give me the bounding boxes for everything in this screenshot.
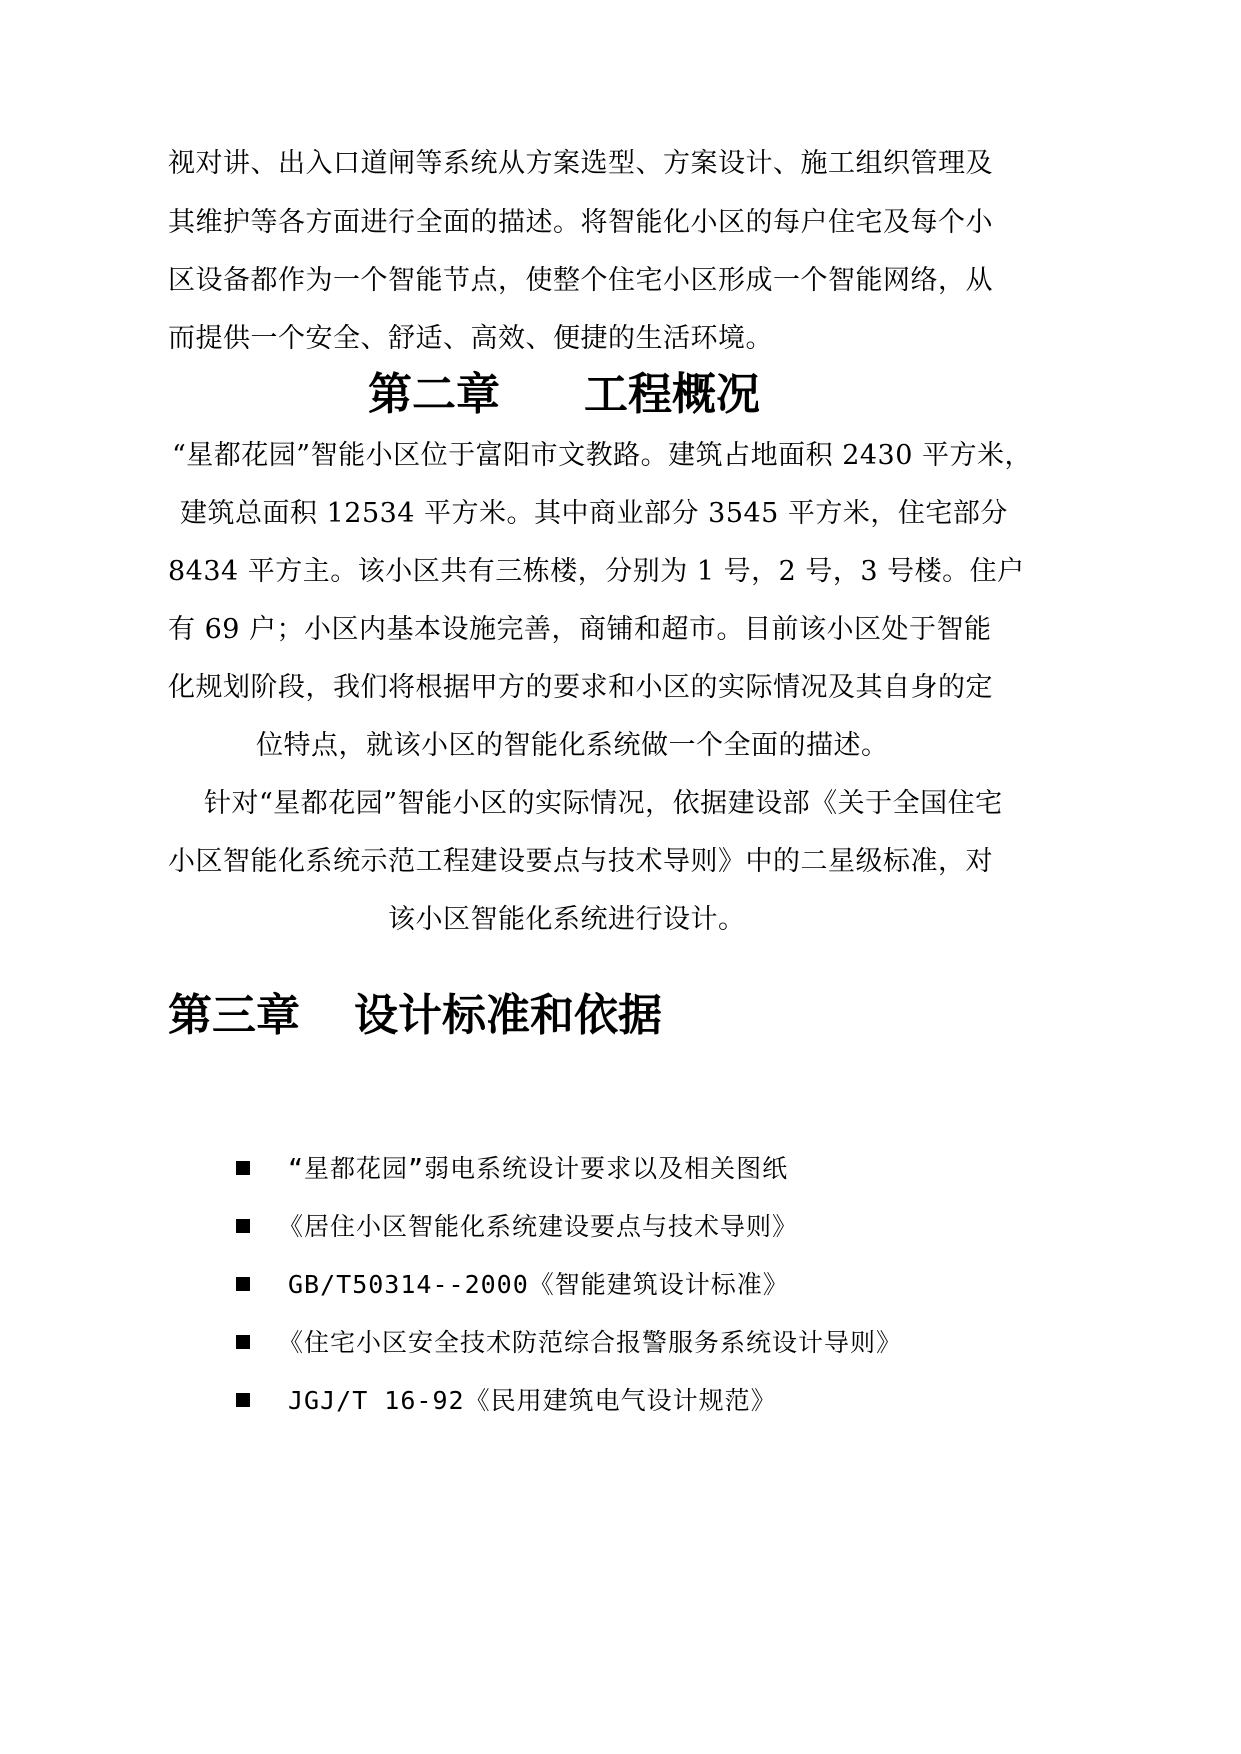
square-bullet-icon: [236, 1335, 250, 1349]
intro-line-3: 区设备都作为一个智能节点，使整个住宅小区形成一个智能网络，从: [168, 265, 993, 296]
chapter-2-line-2: 建筑总面积 12534 平方米。其中商业部分 3545 平方米，住宅部分: [180, 498, 1008, 529]
chapter-2-line-5: 化规划阶段，我们将根据甲方的要求和小区的实际情况及其自身的定: [168, 672, 993, 703]
chapter-2-heading: [368, 368, 760, 422]
list-item: [236, 1210, 996, 1244]
list-item-text: 《住宅小区安全技术防范综合报警服务系统设计导则》: [278, 1328, 903, 1357]
list-item: [236, 1268, 996, 1302]
chapter-2-line-8: 小区智能化系统示范工程建设要点与技术导则》中的二星级标准，对: [168, 846, 993, 877]
list-item-text: JGJ/T 16-92《民用建筑电气设计规范》: [288, 1386, 777, 1415]
chapter-2-line-4: 有 69 户；小区内基本设施完善，商铺和超市。目前该小区处于智能: [168, 614, 992, 645]
list-item: [236, 1326, 996, 1360]
chapter-3-number: 第三章: [168, 990, 300, 1041]
chapter-2-line-9: 该小区智能化系统进行设计。: [388, 904, 746, 935]
chapter-2-line-7: 针对“星都花园”智能小区的实际情况，依据建设部《关于全国住宅: [204, 788, 1003, 819]
square-bullet-icon: [236, 1161, 250, 1175]
chapter-2-line-1: “星都花园”智能小区位于富阳市文教路。建筑占地面积 2430 平方米，: [172, 440, 1032, 471]
chapter-3-title: 设计标准和依据: [354, 990, 662, 1041]
chapter-2-title: 工程概况: [584, 369, 760, 420]
list-item: [236, 1384, 996, 1418]
list-item-text: GB/T50314--2000《智能建筑设计标准》: [288, 1270, 789, 1299]
square-bullet-icon: [236, 1277, 250, 1291]
chapter-2-line-6: 位特点，就该小区的智能化系统做一个全面的描述。: [256, 730, 889, 761]
list-item: [236, 1152, 996, 1186]
intro-line-1: 视对讲、出入口道闸等系统从方案选型、方案设计、施工组织管理及: [168, 148, 993, 179]
list-item-text: 《居住小区智能化系统建设要点与技术导则》: [278, 1212, 799, 1241]
square-bullet-icon: [236, 1219, 250, 1233]
intro-line-2: 其维护等各方面进行全面的描述。将智能化小区的每户住宅及每个小: [168, 207, 993, 238]
square-bullet-icon: [236, 1393, 250, 1407]
chapter-2-line-3: 8434 平方主。该小区共有三栋楼，分别为 1 号，2 号，3 号楼。住户: [168, 556, 1025, 587]
chapter-3-heading: [168, 989, 662, 1043]
chapter-2-number: 第二章: [368, 369, 500, 420]
intro-line-4: 而提供一个安全、舒适、高效、便捷的生活环境。: [168, 323, 773, 354]
list-item-text: “星都花园”弱电系统设计要求以及相关图纸: [288, 1154, 789, 1183]
